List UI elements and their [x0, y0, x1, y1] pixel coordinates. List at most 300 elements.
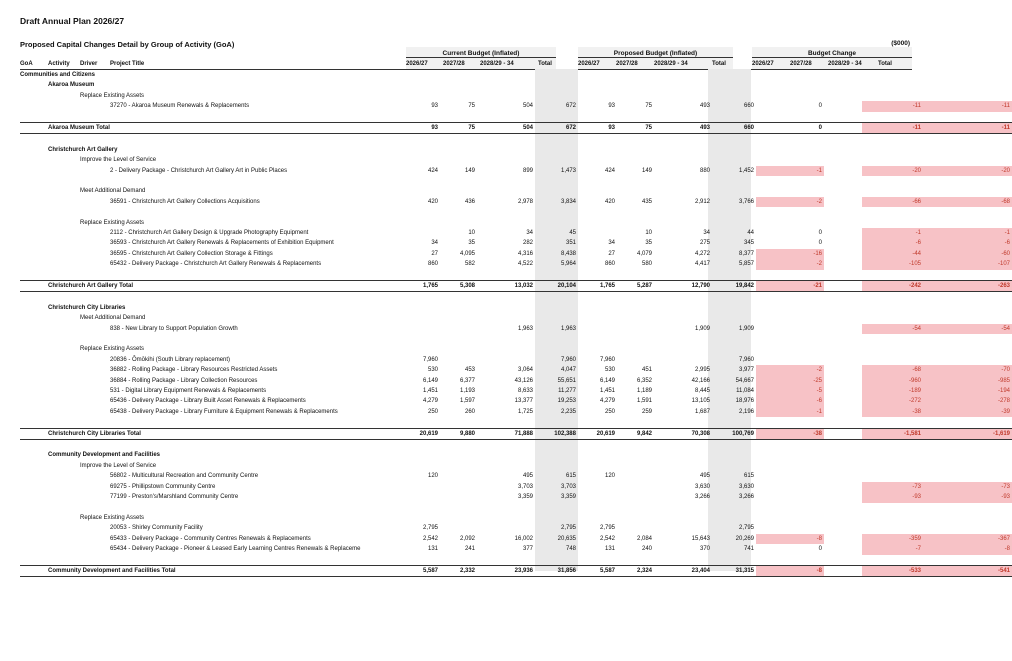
cell-chg-total: -11 — [1001, 103, 1010, 110]
cell-chg-2026 — [756, 207, 824, 217]
row-label — [20, 523, 388, 533]
cell-cur-2026: 4,279 — [422, 398, 438, 405]
cell-cur-2026: 120 — [427, 473, 438, 480]
cell-prop-2027 — [617, 91, 654, 101]
cell-prop-2028-34 — [654, 513, 712, 523]
cell-prop-2027 — [617, 80, 654, 90]
cell-chg-2026 — [756, 503, 824, 513]
header-prop-2027: 2027/28 — [616, 61, 638, 67]
cell-prop-total — [712, 344, 756, 354]
cell-cur-2026: 530 — [427, 367, 438, 374]
cell-cur-2028-34 — [477, 503, 535, 513]
cell-cur-2028-34: 495 — [522, 473, 533, 480]
row-label-text: Community Development and Facilities Total — [48, 567, 176, 574]
row-label-text: 65436 - Delivery Package - Library Built Asset Renewals & Replacements — [110, 398, 306, 405]
row-label — [20, 270, 388, 281]
cell-prop-total: 7,960 — [738, 356, 754, 363]
drv-row — [20, 186, 1012, 196]
prj-row — [20, 259, 1012, 269]
cell-prop-2027: 259 — [641, 408, 652, 415]
cell-prop-total — [712, 461, 756, 471]
cell-prop-2028-34: 2,912 — [694, 198, 710, 205]
cell-cur-2027 — [440, 134, 477, 145]
row-label — [20, 176, 388, 186]
spacer-row — [20, 112, 1012, 123]
cell-chg-2028-34 — [862, 186, 923, 196]
cell-chg-total — [923, 134, 1012, 145]
header-cur-total: Total — [538, 61, 552, 67]
prj-row — [20, 197, 1012, 207]
cell-prop-2026: 1,765 — [578, 281, 617, 292]
cell-chg-2028-34 — [862, 145, 923, 155]
cell-prop-2028-34: 493 — [699, 103, 710, 110]
cell-chg-2028-34 — [862, 91, 923, 101]
cell-cur-2028-34 — [477, 80, 535, 90]
cell-cur-2028-34: 3,064 — [517, 367, 533, 374]
cell-cur-2028-34: 13,032 — [477, 281, 535, 292]
cell-chg-2026 — [756, 186, 824, 196]
cell-chg-total — [923, 292, 1012, 303]
row-label — [20, 344, 388, 354]
cell-chg-2028-34 — [862, 417, 923, 428]
cell-chg-2027 — [824, 376, 862, 386]
cell-prop-2028-34: 493 — [654, 123, 712, 134]
cell-cur-total — [535, 303, 578, 313]
cell-prop-2027: 1,591 — [636, 398, 652, 405]
cell-prop-2027 — [617, 492, 654, 502]
row-label-text: 77199 - Preston's/Marshland Community Centre — [110, 494, 239, 501]
cell-prop-total — [712, 155, 756, 165]
cell-chg-2026 — [756, 145, 824, 155]
cell-prop-2028-34 — [654, 176, 712, 186]
cell-prop-2027 — [617, 503, 654, 513]
prj-row — [20, 365, 1012, 375]
cell-chg-2027 — [824, 91, 862, 101]
row-label — [20, 123, 388, 134]
cell-cur-total: 1,473 — [560, 167, 576, 174]
row-label-text: Replace Existing Assets — [80, 219, 145, 226]
cell-chg-2026 — [756, 492, 824, 502]
prj-row — [20, 534, 1012, 544]
cell-chg-2027 — [824, 112, 862, 123]
prj-row — [20, 101, 1012, 111]
cell-chg-2027 — [824, 355, 862, 365]
cell-cur-total — [535, 207, 578, 217]
cell-prop-2026: 2,795 — [599, 525, 615, 532]
prj-row — [20, 396, 1012, 406]
cell-cur-2026: 7,960 — [422, 356, 438, 363]
cell-prop-2026: 1,451 — [599, 388, 615, 395]
cell-cur-total — [535, 344, 578, 354]
header-chg-2026: 2026/27 — [752, 61, 774, 67]
cell-cur-2028-34 — [477, 91, 535, 101]
cell-cur-total — [535, 134, 578, 145]
cell-chg-2026: -2 — [816, 367, 822, 374]
cell-prop-2028-34 — [654, 450, 712, 460]
prj-row — [20, 376, 1012, 386]
cell-chg-2027 — [824, 396, 862, 406]
row-label — [20, 492, 388, 502]
cell-prop-2026 — [578, 513, 617, 523]
cell-cur-2028-34: 1,725 — [517, 408, 533, 415]
cell-prop-2026: 4,279 — [599, 398, 615, 405]
cell-chg-2028-34: -6 — [915, 240, 921, 247]
cell-chg-2028-34: -11 — [862, 123, 923, 134]
cell-chg-total — [923, 355, 1012, 365]
cell-cur-2026 — [388, 91, 440, 101]
cell-cur-2027: 453 — [464, 367, 475, 374]
prj-row — [20, 386, 1012, 396]
cell-chg-2026 — [756, 461, 824, 471]
cell-cur-2028-34 — [477, 313, 535, 323]
row-label — [20, 440, 388, 451]
cell-chg-total — [923, 344, 1012, 354]
cell-prop-2027: 2,324 — [617, 565, 654, 576]
cell-cur-total — [535, 270, 578, 281]
cell-chg-2028-34 — [862, 155, 923, 165]
capital-changes-table — [20, 70, 1012, 577]
prj-row — [20, 355, 1012, 365]
row-label — [20, 218, 388, 228]
row-label — [20, 428, 388, 439]
cell-prop-total: 660 — [712, 123, 756, 134]
cell-prop-total: 11,084 — [736, 388, 754, 395]
cell-chg-2026 — [756, 471, 824, 481]
cell-chg-2027 — [824, 80, 862, 90]
cell-chg-2027 — [824, 344, 862, 354]
row-label — [20, 376, 388, 386]
cell-prop-2028-34 — [654, 70, 712, 80]
cell-chg-2028-34 — [862, 80, 923, 90]
row-label — [20, 155, 388, 165]
cell-prop-total — [712, 334, 756, 344]
cell-prop-2028-34 — [654, 303, 712, 313]
cell-chg-2028-34 — [862, 513, 923, 523]
cell-cur-2027 — [440, 555, 477, 566]
cell-prop-total: 8,377 — [738, 250, 754, 257]
cell-prop-2027: 5,287 — [617, 281, 654, 292]
cell-chg-2027 — [824, 228, 862, 238]
cell-cur-total — [535, 155, 578, 165]
cell-cur-2028-34: 2,978 — [517, 198, 533, 205]
cell-chg-2026 — [756, 482, 824, 492]
row-label — [20, 565, 388, 576]
row-label-text: Christchurch Art Gallery — [48, 146, 118, 153]
cell-prop-total: 3,266 — [738, 494, 754, 501]
goa-row — [20, 70, 1012, 80]
row-label — [20, 396, 388, 406]
row-label-text: 36591 - Christchurch Art Gallery Collections Acquisitions — [110, 198, 260, 205]
cell-prop-2028-34 — [654, 218, 712, 228]
cell-prop-2027 — [617, 303, 654, 313]
cell-cur-total — [535, 292, 578, 303]
cell-prop-2027 — [617, 155, 654, 165]
cell-cur-2027: 1,597 — [459, 398, 475, 405]
cell-chg-2027 — [824, 534, 862, 544]
cell-cur-2028-34 — [477, 70, 535, 80]
cell-cur-2028-34: 13,377 — [514, 398, 533, 405]
cell-cur-2028-34: 3,703 — [517, 483, 533, 490]
cell-cur-2027 — [440, 186, 477, 196]
cell-prop-total: 3,977 — [738, 367, 754, 374]
cell-chg-2028-34: -272 — [908, 398, 921, 405]
cell-prop-2027 — [617, 70, 654, 80]
cell-prop-2026 — [578, 482, 617, 492]
spacer-row — [20, 503, 1012, 513]
cell-cur-2027 — [440, 270, 477, 281]
cell-chg-2026: -8 — [756, 565, 824, 576]
cell-chg-2027 — [824, 471, 862, 481]
cell-cur-2027: 5,308 — [440, 281, 477, 292]
cell-cur-2028-34: 3,359 — [517, 494, 533, 501]
cell-chg-total: -68 — [1001, 198, 1010, 205]
cell-prop-total — [712, 70, 756, 80]
row-label — [20, 303, 388, 313]
cell-prop-2027 — [617, 355, 654, 365]
cell-prop-2026 — [578, 186, 617, 196]
cell-prop-2028-34: 3,630 — [694, 483, 710, 490]
cell-cur-2027 — [440, 155, 477, 165]
cell-cur-total: 5,964 — [560, 261, 576, 268]
cell-prop-2028-34: 370 — [699, 546, 710, 553]
cell-prop-2027 — [617, 270, 654, 281]
cell-prop-total — [712, 134, 756, 145]
cell-chg-total — [923, 155, 1012, 165]
cell-chg-2026: -8 — [816, 535, 822, 542]
cell-chg-total — [923, 334, 1012, 344]
cell-prop-2027: 6,352 — [636, 377, 652, 384]
cell-cur-total: 55,651 — [557, 377, 576, 384]
row-label-text: 531 - Digital Library Equipment Renewals & Replacements — [110, 388, 267, 395]
cell-prop-2027: 10 — [645, 230, 652, 237]
cell-chg-total: -93 — [1001, 494, 1010, 501]
cell-cur-2027 — [440, 207, 477, 217]
cell-chg-2027 — [824, 492, 862, 502]
row-label — [20, 534, 388, 544]
spacer-row — [20, 334, 1012, 344]
cell-chg-2028-34: -54 — [912, 325, 921, 332]
cell-chg-2027 — [824, 417, 862, 428]
cell-chg-2026 — [756, 80, 824, 90]
cell-cur-2026: 93 — [388, 123, 440, 134]
cell-chg-2028-34: -66 — [912, 198, 921, 205]
cell-chg-2028-34: -68 — [912, 367, 921, 374]
cell-prop-total — [712, 503, 756, 513]
cell-prop-total — [712, 440, 756, 451]
cell-chg-2027 — [824, 503, 862, 513]
cell-prop-2028-34 — [654, 355, 712, 365]
cell-chg-2026 — [756, 513, 824, 523]
row-label — [20, 450, 388, 460]
cell-cur-2026: 34 — [431, 240, 438, 247]
cell-prop-2028-34 — [654, 80, 712, 90]
cell-cur-2028-34 — [477, 292, 535, 303]
drv-row — [20, 344, 1012, 354]
cell-chg-total — [923, 417, 1012, 428]
cell-chg-2026: -1 — [816, 408, 822, 415]
cell-cur-2027: 260 — [464, 408, 475, 415]
cell-chg-2028-34 — [862, 112, 923, 123]
cell-chg-2027 — [824, 428, 862, 439]
cell-prop-total: 20,269 — [735, 535, 754, 542]
cell-cur-total: 1,963 — [560, 325, 576, 332]
drv-row — [20, 91, 1012, 101]
row-label-text: 36593 - Christchurch Art Gallery Renewals & Replacements of Exhibition Equipment — [110, 240, 334, 247]
cell-cur-2026 — [388, 440, 440, 451]
cell-prop-2026: 6,149 — [599, 377, 615, 384]
cell-prop-2026: 120 — [604, 473, 615, 480]
row-label — [20, 134, 388, 145]
cell-cur-2028-34: 4,522 — [517, 261, 533, 268]
cell-cur-2026 — [388, 176, 440, 186]
cell-prop-2026: 424 — [604, 167, 615, 174]
cell-prop-total: 3,630 — [738, 483, 754, 490]
cell-chg-total: -8 — [1004, 546, 1010, 553]
row-label — [20, 365, 388, 375]
row-label-text: 36884 - Rolling Package - Library Collection Resources — [110, 377, 258, 384]
row-label — [20, 503, 388, 513]
drv-row — [20, 461, 1012, 471]
cell-cur-2027 — [440, 324, 477, 334]
cell-prop-2027: 149 — [641, 167, 652, 174]
cell-cur-2027: 4,095 — [459, 250, 475, 257]
cell-cur-2026 — [388, 303, 440, 313]
cell-prop-2027: 580 — [641, 261, 652, 268]
cell-prop-2026: 2,542 — [599, 535, 615, 542]
row-label-text: 36882 - Rolling Package - Library Resources Restricted Assets — [110, 367, 278, 374]
row-label — [20, 112, 388, 123]
cell-chg-total — [923, 270, 1012, 281]
cell-prop-2026 — [578, 303, 617, 313]
cell-cur-2027: 35 — [468, 240, 475, 247]
cell-cur-total: 3,834 — [560, 198, 576, 205]
cell-chg-2026: -2 — [816, 261, 822, 268]
cell-cur-2027: 2,332 — [440, 565, 477, 576]
spacer-row — [20, 417, 1012, 428]
row-label — [20, 207, 388, 217]
cell-prop-total — [712, 292, 756, 303]
cell-chg-2028-34 — [862, 270, 923, 281]
cell-prop-2026 — [578, 145, 617, 155]
cell-chg-2026: 0 — [818, 240, 822, 247]
cell-prop-2026 — [578, 207, 617, 217]
row-label-text: Improve the Level of Service — [80, 157, 157, 164]
prj-row — [20, 407, 1012, 417]
cell-prop-2028-34 — [654, 334, 712, 344]
cell-prop-2026 — [578, 324, 617, 334]
cell-chg-2028-34 — [862, 440, 923, 451]
cell-prop-2026 — [578, 492, 617, 502]
row-label — [20, 471, 388, 481]
cell-chg-total: -541 — [923, 565, 1012, 576]
cell-chg-total: -73 — [1001, 483, 1010, 490]
cell-chg-2028-34 — [862, 303, 923, 313]
cell-chg-2027 — [824, 544, 862, 554]
cell-cur-total: 8,438 — [560, 250, 576, 257]
cell-cur-total — [535, 112, 578, 123]
cell-prop-2027: 2,084 — [636, 535, 652, 542]
cell-chg-2026: -6 — [816, 398, 822, 405]
cell-chg-2026 — [756, 155, 824, 165]
row-label — [20, 324, 388, 334]
cell-prop-total: 2,795 — [738, 525, 754, 532]
cell-chg-total: -1 — [1004, 230, 1010, 237]
drv-row — [20, 313, 1012, 323]
cell-prop-2027: 75 — [617, 123, 654, 134]
cell-chg-2027 — [824, 523, 862, 533]
row-label-text: Christchurch City Libraries — [48, 304, 126, 311]
cell-cur-2026 — [388, 134, 440, 145]
cell-cur-2027 — [440, 344, 477, 354]
cell-chg-2027 — [824, 407, 862, 417]
row-label-text: Akaroa Museum Total — [48, 125, 110, 132]
row-label-text: 56802 - Multicultural Recreation and Community Centre — [110, 473, 259, 480]
cell-cur-2027 — [440, 80, 477, 90]
cell-cur-total — [535, 513, 578, 523]
cell-cur-2026 — [388, 417, 440, 428]
cell-cur-2028-34 — [477, 417, 535, 428]
cell-cur-2028-34 — [477, 270, 535, 281]
row-label-text: 65433 - Delivery Package - Community Centres Renewals & Replacements — [110, 535, 311, 542]
cell-cur-2028-34 — [477, 207, 535, 217]
cell-chg-2028-34: -242 — [862, 281, 923, 292]
cell-cur-2028-34 — [477, 355, 535, 365]
cell-chg-total — [923, 70, 1012, 80]
cell-cur-2026: 20,619 — [388, 428, 440, 439]
cell-chg-2028-34: -11 — [912, 103, 921, 110]
cell-cur-2028-34 — [477, 450, 535, 460]
cell-chg-total — [923, 112, 1012, 123]
row-label — [20, 80, 388, 90]
cell-cur-total: 4,047 — [560, 367, 576, 374]
cell-chg-2028-34: -960 — [908, 377, 921, 384]
cell-prop-2028-34 — [654, 417, 712, 428]
cell-cur-2027 — [440, 523, 477, 533]
cell-cur-2028-34 — [477, 176, 535, 186]
row-label-text: 2 - Delivery Package - Christchurch Art Gallery Art in Public Places — [110, 167, 288, 174]
cell-chg-total: -1,619 — [923, 428, 1012, 439]
cell-prop-2028-34 — [654, 292, 712, 303]
cell-prop-2028-34: 15,643 — [691, 535, 710, 542]
row-label-text: 65434 - Delivery Package - Pioneer & Leased Early Learning Centres Renewals & Replaceme — [110, 546, 361, 553]
total-row — [20, 123, 1012, 134]
group-header-change: Budget Change — [807, 50, 857, 57]
cell-cur-2027 — [440, 355, 477, 365]
cell-prop-total: 741 — [743, 546, 754, 553]
cell-chg-2026: -2 — [816, 198, 822, 205]
cell-prop-2028-34 — [654, 313, 712, 323]
cell-cur-2026 — [388, 292, 440, 303]
cell-chg-2027 — [824, 123, 862, 134]
drv-row — [20, 513, 1012, 523]
row-label — [20, 292, 388, 303]
cell-prop-total — [712, 91, 756, 101]
cell-chg-total: -194 — [997, 388, 1010, 395]
cell-cur-2028-34 — [477, 218, 535, 228]
cell-cur-2026 — [388, 461, 440, 471]
cell-cur-2028-34: 23,936 — [477, 565, 535, 576]
cell-prop-2028-34 — [654, 503, 712, 513]
cell-chg-2028-34: -105 — [908, 261, 921, 268]
row-label — [20, 145, 388, 155]
cell-chg-2027 — [824, 270, 862, 281]
cell-chg-2026: 0 — [818, 546, 822, 553]
header-goa: GoA — [20, 61, 33, 67]
row-label — [20, 197, 388, 207]
cell-cur-2028-34: 16,002 — [514, 535, 533, 542]
cell-chg-2028-34: -44 — [912, 250, 921, 257]
cell-chg-2028-34: -189 — [908, 388, 921, 395]
